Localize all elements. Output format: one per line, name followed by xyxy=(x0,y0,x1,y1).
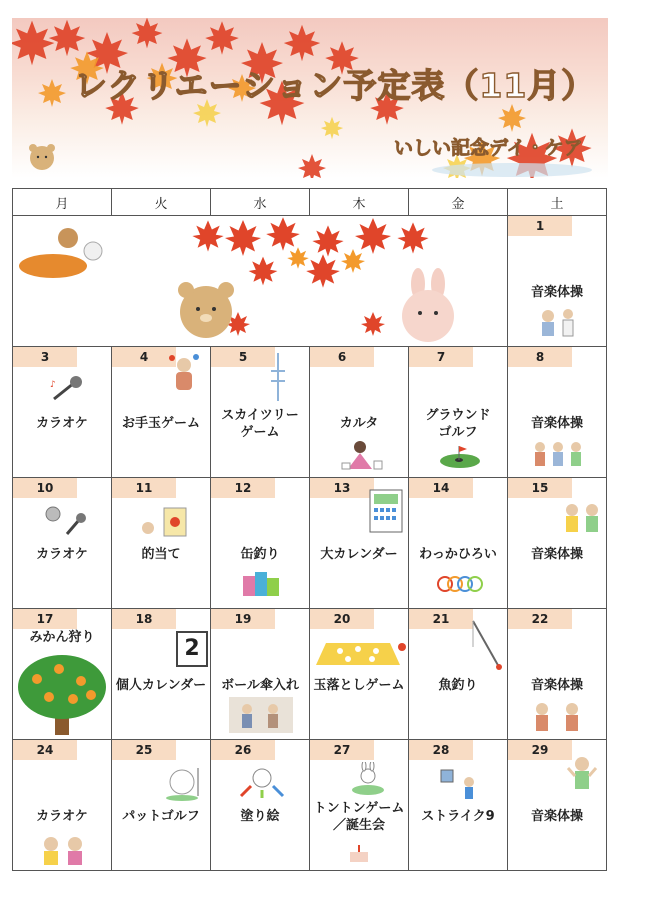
bear-illustration xyxy=(29,144,55,170)
ball-drop-board-icon xyxy=(316,639,406,669)
day-number: 3 xyxy=(13,347,77,367)
day-number: 25 xyxy=(112,740,176,760)
day-cell-15 xyxy=(508,478,607,609)
day-number: 29 xyxy=(508,740,572,760)
weekday-tue: 火 xyxy=(112,189,211,216)
facility-name: いしい記念デイ・ケア xyxy=(394,137,583,159)
activity-label: ボール傘入れ xyxy=(221,678,299,693)
activity-label: カラオケ xyxy=(36,809,88,824)
day-cell-27 xyxy=(310,740,409,871)
activity-label: カラオケ xyxy=(36,416,88,431)
exercise-illustration xyxy=(536,306,580,340)
day-cell-7 xyxy=(409,347,508,478)
day-number: 1 xyxy=(508,216,572,236)
day-number: 12 xyxy=(211,478,275,498)
activity-label: スカイツリー ゲーム xyxy=(221,408,299,440)
wall-calendar-icon xyxy=(368,486,404,534)
day-cell-12 xyxy=(211,478,310,609)
day-cell-20 xyxy=(310,609,409,740)
weekday-mon: 月 xyxy=(13,189,112,216)
header-banner xyxy=(12,18,608,178)
day-number: 18 xyxy=(112,609,176,629)
activity-label: 音楽体操 xyxy=(530,285,583,300)
karuta-player-illustration xyxy=(340,439,386,471)
rabbit-drum-illustration xyxy=(348,762,388,798)
day-cell-18 xyxy=(112,609,211,740)
activity-label: 塗り絵 xyxy=(240,809,280,824)
day-number: 27 xyxy=(310,740,374,760)
day-number: 8 xyxy=(508,347,572,367)
activity-label: 大カレンダー xyxy=(320,547,398,562)
coloring-pencils-illustration xyxy=(237,762,287,800)
svg-text:♪: ♪ xyxy=(50,380,56,390)
day-number: 19 xyxy=(211,609,275,629)
day-cell-10 xyxy=(13,478,112,609)
exercise-illustration xyxy=(560,500,604,536)
day-cell-25 xyxy=(112,740,211,871)
activity-label: お手玉ゲーム xyxy=(121,416,200,431)
day-number: 5 xyxy=(211,347,275,367)
day-number: 4 xyxy=(112,347,176,367)
day-cell-6 xyxy=(310,347,409,478)
rabbit-illustration xyxy=(402,268,454,342)
day-cell-17 xyxy=(13,609,112,740)
week-row xyxy=(13,347,607,478)
microphone-icon xyxy=(48,375,88,403)
day-number: 15 xyxy=(508,478,572,498)
day-cell-21 xyxy=(409,609,508,740)
autumn-illustration-cell xyxy=(13,216,508,347)
birthday-cake-icon xyxy=(348,842,370,864)
day-number: 22 xyxy=(508,609,572,629)
activity-label: トントンゲーム ／誕生会 xyxy=(313,801,405,833)
week-row xyxy=(13,478,607,609)
day-number: 14 xyxy=(409,478,473,498)
activity-label: わっかひろい xyxy=(419,547,497,562)
day-number: 28 xyxy=(409,740,473,760)
day-cell-3 xyxy=(13,347,112,478)
day-cell-29 xyxy=(508,740,607,871)
putt-golf-ball-icon xyxy=(164,766,204,802)
autumn-animals-illustration xyxy=(13,216,508,346)
weekday-sat: 土 xyxy=(508,189,607,216)
activity-label: パットゴルフ xyxy=(122,809,200,824)
target-throw-icon xyxy=(140,506,190,540)
day-number: 26 xyxy=(211,740,275,760)
orange-tree-illustration xyxy=(15,647,109,737)
day-cell-5 xyxy=(211,347,310,478)
weekday-wed: 水 xyxy=(211,189,310,216)
day-cell-22 xyxy=(508,609,607,740)
elderly-juggling-illustration xyxy=(167,353,201,393)
activity-label: 音楽体操 xyxy=(530,416,583,431)
activity-label: 缶釣り xyxy=(240,547,280,562)
golf-hole-icon xyxy=(437,445,483,471)
day-number: 11 xyxy=(112,478,176,498)
activity-label: 個人カレンダー xyxy=(115,678,207,693)
day-number: 10 xyxy=(13,478,77,498)
day-cell-4 xyxy=(112,347,211,478)
activity-label: 音楽体操 xyxy=(530,547,583,562)
cans-icon xyxy=(239,568,283,602)
week-row xyxy=(13,609,607,740)
day-cell-11 xyxy=(112,478,211,609)
day-number: 24 xyxy=(13,740,77,760)
exercise-illustration xyxy=(530,439,586,471)
skytree-tower-icon xyxy=(267,351,289,403)
day-cell-19 xyxy=(211,609,310,740)
ball-umbrella-photo xyxy=(229,697,293,733)
weekday-fri: 金 xyxy=(409,189,508,216)
activity-label: カルタ xyxy=(339,416,379,431)
day-cell-26 xyxy=(211,740,310,871)
day-cell-13 xyxy=(310,478,409,609)
weekday-thu: 木 xyxy=(310,189,409,216)
day-cell-1 xyxy=(508,216,607,347)
day-cell-24 xyxy=(13,740,112,871)
activity-label: 音楽体操 xyxy=(530,678,583,693)
activity-label: 的当て xyxy=(141,547,181,562)
week-row xyxy=(13,740,607,871)
activity-label: カラオケ xyxy=(36,547,88,562)
exercise-illustration xyxy=(564,754,600,798)
activity-label: 音楽体操 xyxy=(530,809,583,824)
weekday-header-row xyxy=(13,189,607,216)
day-number: 17 xyxy=(13,609,77,629)
activity-label: ストライク9 xyxy=(421,809,495,824)
karaoke-singers-illustration xyxy=(37,834,91,866)
day-number: 13 xyxy=(310,478,374,498)
week-row xyxy=(13,216,607,347)
mirror-ball-microphone-icon xyxy=(43,504,87,538)
day-number: 20 xyxy=(310,609,374,629)
fishing-rod-icon xyxy=(469,617,505,671)
activity-label: 玉落としゲーム xyxy=(313,678,405,693)
strike-nine-icon xyxy=(439,768,479,802)
activity-label: グラウンド ゴルフ xyxy=(425,408,491,440)
day-number: 21 xyxy=(409,609,473,629)
bear-illustration xyxy=(178,282,234,338)
activity-label: 魚釣り xyxy=(438,678,478,693)
page-title: レクリエーション予定表（11月） xyxy=(74,66,596,105)
day-cell-28 xyxy=(409,740,508,871)
day-cell-8 xyxy=(508,347,607,478)
day-cell-14 xyxy=(409,478,508,609)
day-number: 6 xyxy=(310,347,374,367)
activity-label: みかん狩り xyxy=(29,630,95,645)
exercise-illustration xyxy=(526,699,590,733)
rings-icon xyxy=(435,572,487,596)
calendar-page-icon: 2 xyxy=(176,631,208,667)
day-number: 7 xyxy=(409,347,473,367)
recreation-calendar xyxy=(12,188,607,871)
